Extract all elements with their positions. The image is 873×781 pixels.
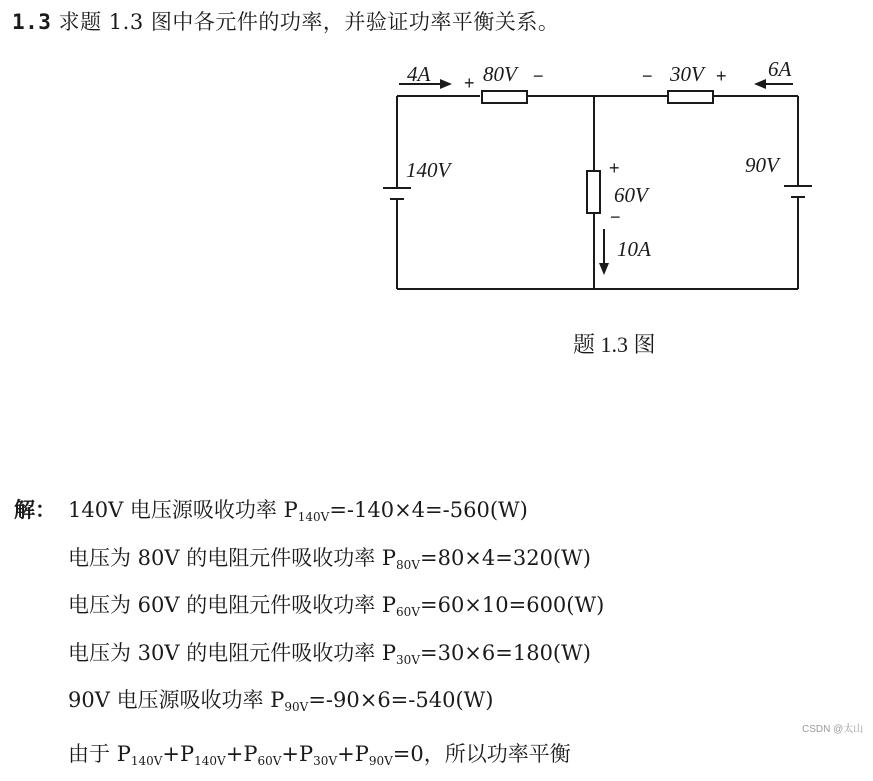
line-text: 90V 电压源吸收功率 P	[68, 688, 284, 712]
label-30v: 30V	[669, 62, 706, 86]
line-formula: =80×4=320(W)	[420, 546, 591, 570]
line-subscript: 60V	[396, 605, 420, 619]
problem-statement	[12, 6, 559, 36]
sign-80v-minus: −	[533, 66, 544, 86]
label-60v: 60V	[614, 183, 650, 207]
term-symbol: P	[180, 742, 194, 766]
label-10a: 10A	[617, 237, 651, 261]
term-subscript: 60V	[257, 754, 281, 768]
label-6a: 6A	[768, 57, 792, 81]
solution-line-1	[14, 490, 604, 538]
arrow-left-icon	[754, 79, 766, 89]
label-140v: 140V	[406, 158, 453, 182]
problem-number: 1.3	[12, 10, 51, 34]
watermark: CSDN @太山	[802, 720, 863, 735]
line-text: 电压为 60V 的电阻元件吸收功率 P	[68, 593, 396, 617]
conclusion-prefix: 由于	[68, 742, 117, 766]
label-80v: 80V	[483, 62, 519, 86]
term-operator: +	[226, 742, 244, 766]
term-subscript: 140V	[131, 754, 163, 768]
label-90v: 90V	[745, 153, 781, 177]
arrow-right-icon	[440, 79, 452, 89]
line-formula: =-140×4=-560(W)	[329, 498, 527, 522]
term-subscript: 140V	[194, 754, 226, 768]
resistor-30v	[668, 91, 713, 103]
line-text: 电压为 80V 的电阻元件吸收功率 P	[68, 546, 396, 570]
label-4a: 4A	[407, 62, 431, 86]
line-formula: =30×6=180(W)	[420, 641, 591, 665]
resistor-60v	[587, 171, 600, 213]
line-subscript: 80V	[396, 558, 420, 572]
solution-heading: 解：	[14, 490, 68, 531]
figure-caption: 题 1.3 图	[573, 328, 656, 359]
solution-line-3	[14, 585, 604, 633]
sign-30v-minus: −	[642, 66, 653, 86]
solution-conclusion	[14, 734, 604, 781]
term-symbol: P	[243, 742, 257, 766]
term-subscript: 90V	[369, 754, 393, 768]
sign-60v-plus: +	[609, 158, 620, 178]
line-formula: =60×10=600(W)	[420, 593, 604, 617]
sign-60v-minus: −	[610, 207, 621, 227]
solution	[14, 490, 604, 781]
circuit-diagram	[380, 55, 820, 300]
solution-line-4	[14, 633, 604, 681]
line-text: 电压为 30V 的电阻元件吸收功率 P	[68, 641, 396, 665]
line-formula: =-90×6=-540(W)	[308, 688, 493, 712]
line-subscript: 30V	[396, 653, 420, 667]
solution-line-5	[14, 680, 604, 728]
resistor-80v	[482, 91, 527, 103]
solution-line-2	[14, 538, 604, 586]
term-symbol: P	[117, 742, 131, 766]
arrow-down-icon	[599, 263, 609, 275]
term-operator: +	[281, 742, 299, 766]
sign-80v-plus: +	[464, 73, 475, 93]
term-symbol: P	[299, 742, 313, 766]
term-symbol: P	[355, 742, 369, 766]
problem-text: 求题 1.3 图中各元件的功率，并验证功率平衡关系。	[59, 10, 560, 34]
line-text: 140V 电压源吸收功率 P	[68, 498, 298, 522]
term-subscript: 30V	[313, 754, 337, 768]
line-subscript: 90V	[284, 700, 308, 714]
conclusion-suffix: =0，所以功率平衡	[393, 742, 571, 766]
term-operator: +	[162, 742, 180, 766]
term-operator: +	[337, 742, 355, 766]
line-subscript: 140V	[298, 510, 330, 524]
sign-30v-plus: +	[716, 66, 727, 86]
